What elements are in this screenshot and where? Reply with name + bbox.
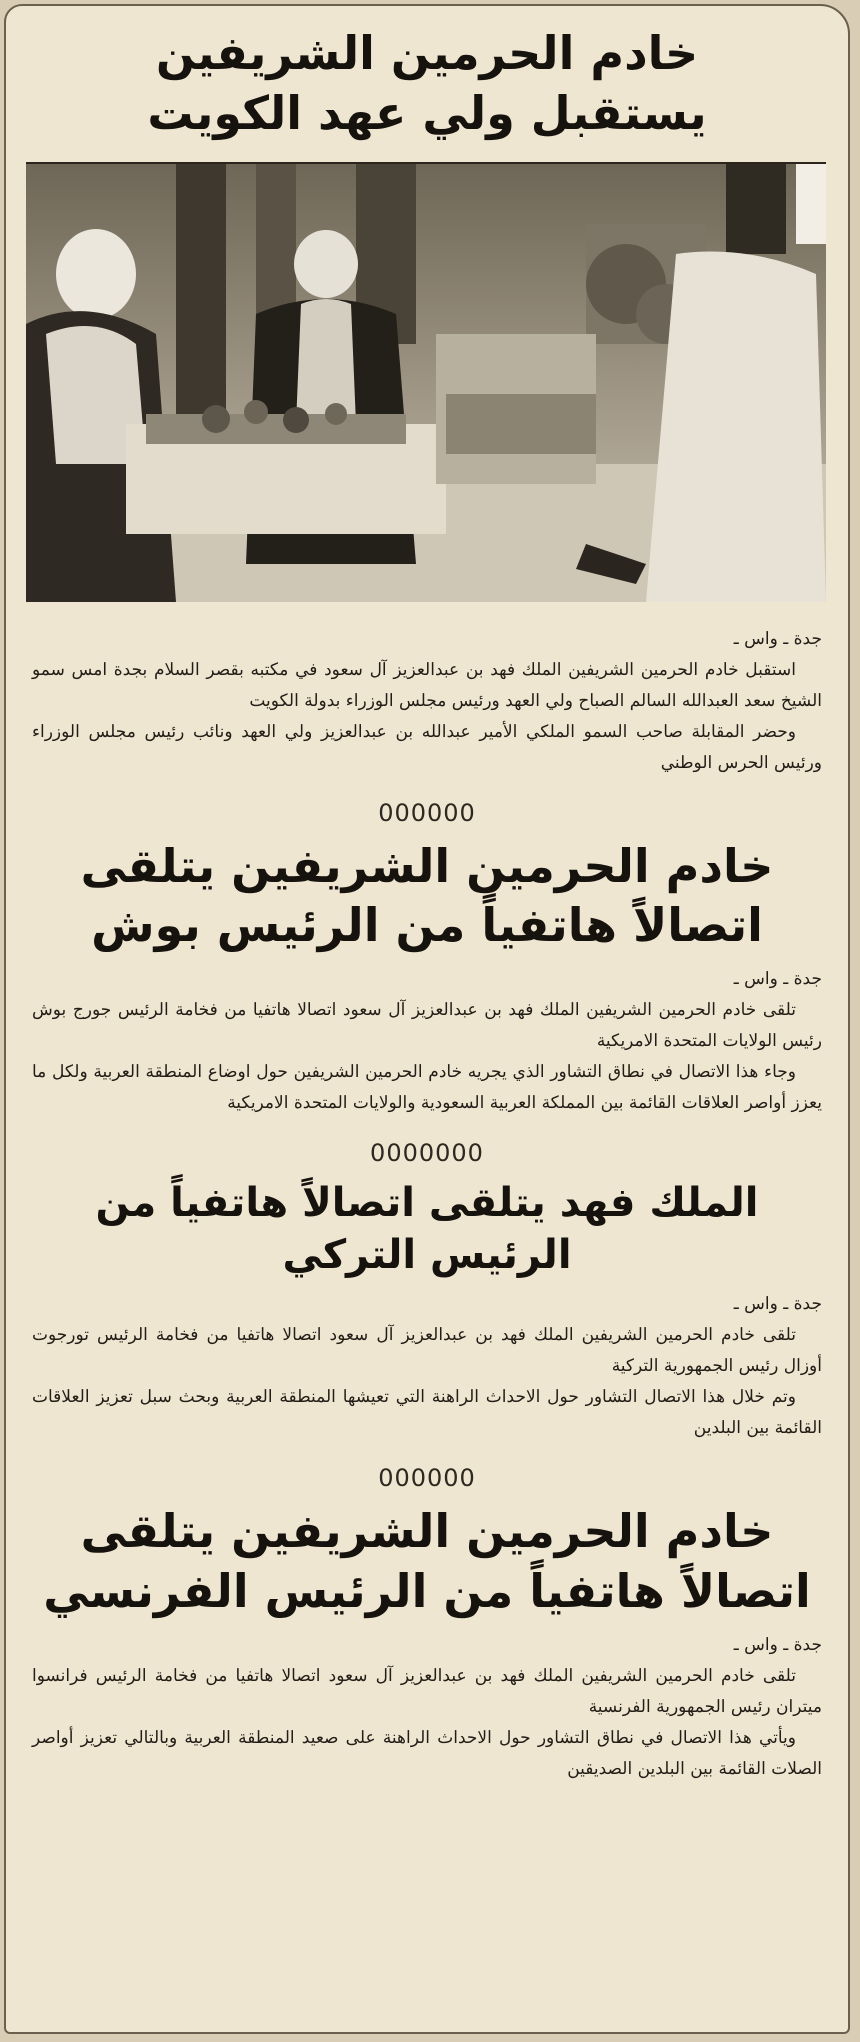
article-body [32, 1289, 822, 1444]
headline-line: خادم الحرمين الشريفين [155, 26, 699, 80]
article-paragraph: وتم خلال هذا الاتصال التشاور حول الاحداث الراهنة التي تعيشها المنطقة العربية وبحث سبل تعزيز العلاقات القائمة بين البلدين [32, 1387, 822, 1439]
article-paragraph: تلقى خادم الحرمين الشريفين الملك فهد بن عبدالعزيز آل سعود اتصالا هاتفيا من فخامة الرئيس فرانسوا ميتران رئيس الجمهورية الفرنسية [32, 1665, 822, 1717]
dateline: جدة ـ واس ـ [733, 1294, 822, 1315]
newspaper-clipping [4, 4, 850, 2034]
article-turkish-president-call [28, 1177, 826, 1492]
article-body [32, 624, 822, 779]
headline-line: الملك فهد يتلقى اتصالاً هاتفياً من الرئيس التركي [95, 1180, 759, 1279]
news-photo [26, 162, 826, 602]
headline-line: خادم الحرمين الشريفين يتلقى [80, 838, 774, 893]
dateline: جدة ـ واس ـ [733, 628, 822, 649]
article-paragraph: تلقى خادم الحرمين الشريفين الملك فهد بن عبدالعزيز آل سعود اتصالا هاتفيا من فخامة الرئيس تورجوت أوزال رئيس الجمهورية التركية [32, 1325, 822, 1377]
article-paragraph: وحضر المقابلة صاحب السمو الملكي الأمير عبدالله بن عبدالعزيز ولي العهد ونائب رئيس مجلس الوزراء ورئيس الحرس الوطني [32, 721, 822, 773]
headline-line: يستقبل ولي عهد الكويت [147, 85, 707, 140]
article-kuwait-crown-prince [28, 24, 826, 827]
dateline: جدة ـ واس ـ [733, 969, 822, 990]
article-bush-call [28, 837, 826, 1168]
article-paragraph: ويأتي هذا الاتصال في نطاق التشاور حول الاحداث الراهنة على صعيد المنطقة العربية وبالتالي تعزيز أواصر الصلات القائمة بين البلدين الصديقين [32, 1727, 822, 1779]
section-separator: 000000 [378, 798, 476, 827]
article-french-president-call [28, 1502, 826, 1785]
photo-reproduction [26, 164, 826, 602]
article-paragraph: استقبل خادم الحرمين الشريفين الملك فهد بن عبدالعزيز آل سعود في مكتبه بقصر السلام بجدة امس سمو الشيخ سعد العبدالله السالم الصباح ولي العهد ورئيس مجلس الوزراء بدولة الكويت [32, 659, 822, 711]
section-separator: 000000 [378, 1464, 476, 1493]
section-separator: 0000000 [370, 1139, 484, 1168]
article-paragraph: وجاء هذا الاتصال في نطاق التشاور الذي يجريه خادم الحرمين الشريفين حول اوضاع المنطقة العربية ولكل ما يعزز أواصر العلاقات القائمة بين المملكة العربية السعودية والولايات المتحدة الامريكية [32, 1062, 822, 1114]
article-paragraph: تلقى خادم الحرمين الشريفين الملك فهد بن عبدالعزيز آل سعود اتصالا هاتفيا من فخامة الرئيس جورج بوش رئيس الولايات المتحدة الامريكية [32, 1000, 822, 1052]
article-body [32, 1630, 822, 1785]
dateline: جدة ـ واس ـ [733, 1634, 822, 1655]
article-body [32, 964, 822, 1119]
headline-line: اتصالاً هاتفياً من الرئيس بوش [91, 898, 763, 953]
headline-line: خادم الحرمين الشريفين يتلقى [80, 1504, 774, 1559]
headline-line: اتصالاً هاتفياً من الرئيس الفرنسي [43, 1563, 811, 1618]
